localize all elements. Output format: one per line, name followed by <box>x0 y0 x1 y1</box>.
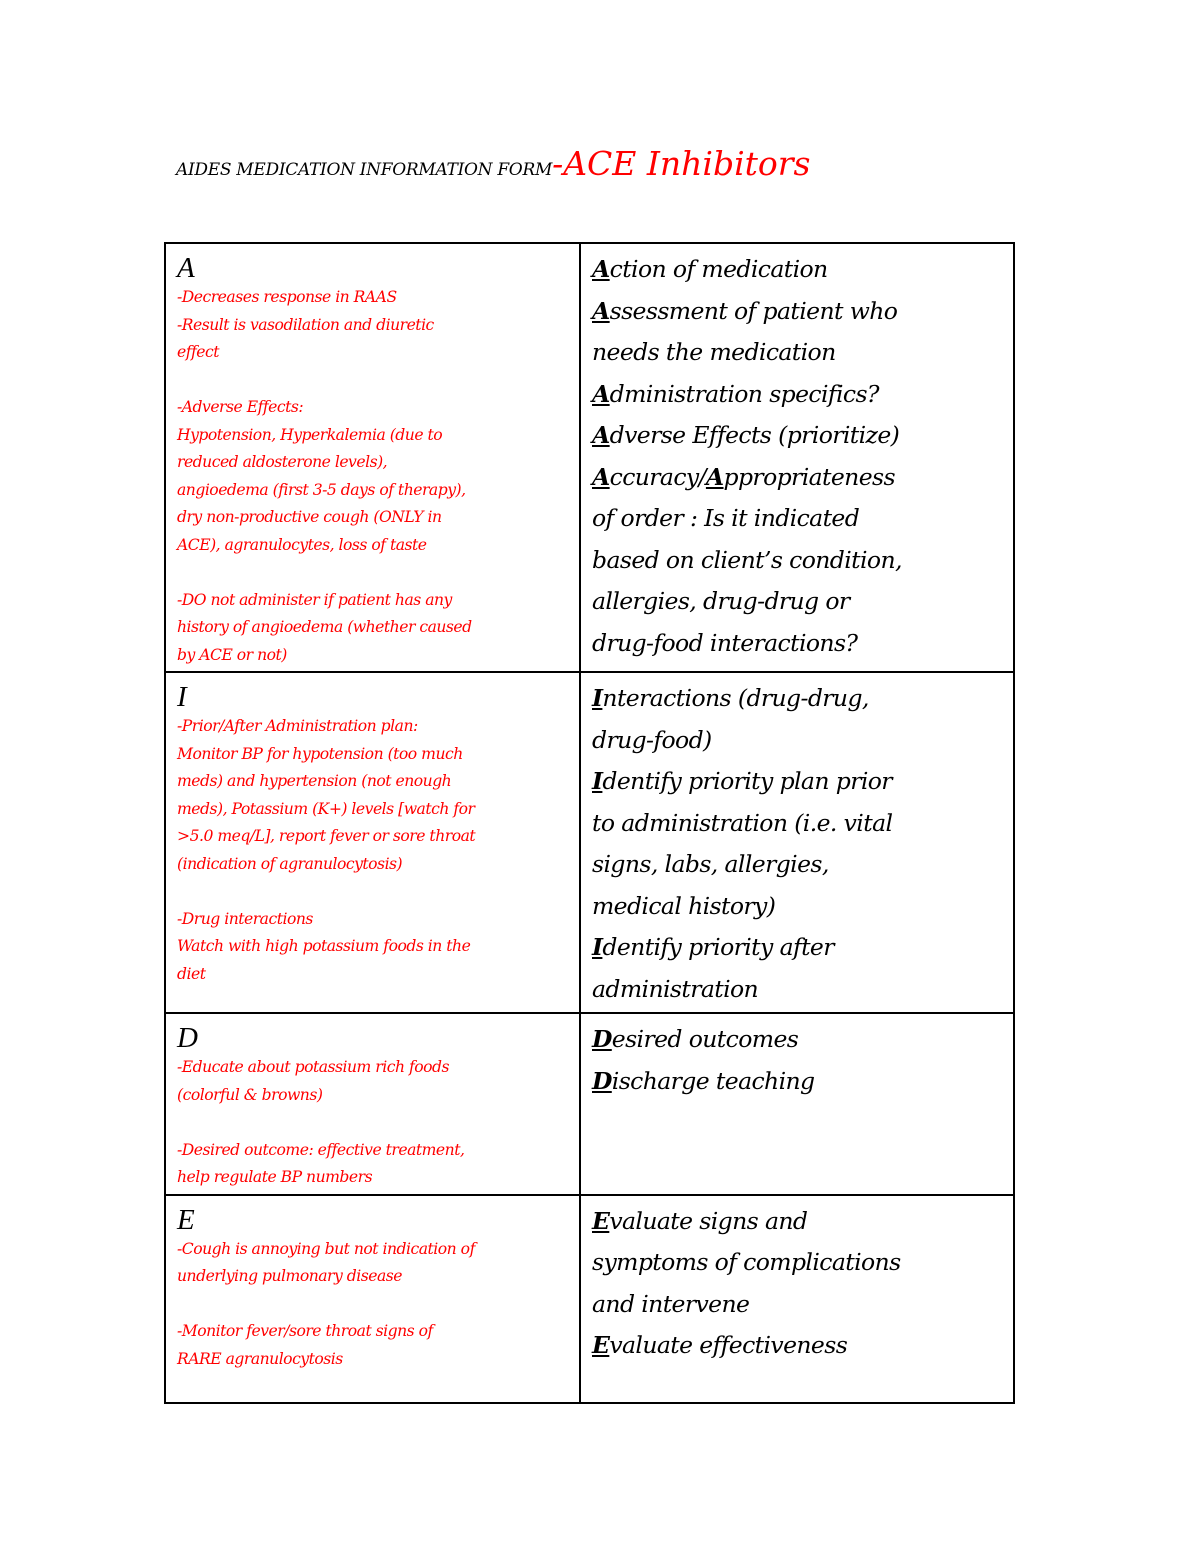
guide-line <box>592 1284 1005 1326</box>
table-row-a <box>165 243 1014 672</box>
note-spacer <box>177 559 571 587</box>
guide-initial: A <box>705 462 724 491</box>
note-line: -Prior/After Administration plan: <box>177 717 418 735</box>
guide-line <box>592 374 1005 416</box>
guide-line <box>592 844 1005 886</box>
guide-initial: A <box>592 421 610 449</box>
note-line: -DO not administer if patient has any <box>177 590 452 609</box>
guide-line <box>592 457 1005 499</box>
guide-text: drug-food) <box>592 725 712 754</box>
guide-initial: I <box>592 767 603 795</box>
note-line: -Decreases response in RAAS <box>177 288 397 306</box>
guide-text: signs, labs, allergies, <box>592 850 829 878</box>
guide-initial: D <box>592 1025 612 1053</box>
guide-text: of order : Is it indicated <box>592 504 860 532</box>
guide-cell-d <box>580 1013 1014 1195</box>
note-line: diet <box>177 964 206 983</box>
guide-text: ccuracy/ <box>609 462 706 491</box>
notes-cell-d <box>165 1013 580 1195</box>
guide-text: valuate signs and <box>609 1206 808 1235</box>
form-title-drug-class: -ACE Inhibitors <box>552 144 811 183</box>
note-spacer <box>177 1291 571 1319</box>
guide-text: ssessment of patient who <box>609 296 898 325</box>
guide-initial: E <box>592 1331 610 1359</box>
guide-text: drug-food interactions? <box>592 628 858 657</box>
guide-text: medical history) <box>592 891 776 920</box>
guide-text: to administration (i.e. vital <box>592 808 893 837</box>
guide-initial: I <box>592 933 603 961</box>
guide-line <box>592 886 1005 928</box>
guide-text: administration <box>592 974 759 1003</box>
note-line: -Drug interactions <box>177 909 313 928</box>
guide-text: dentify priority after <box>602 933 834 961</box>
form-title <box>176 144 811 183</box>
note-spacer <box>177 1109 571 1137</box>
guide-initial: A <box>592 296 610 325</box>
table-row-i <box>165 672 1014 1013</box>
note-line: history of angioedema (whether caused <box>177 618 472 636</box>
guide-line <box>592 1019 1005 1061</box>
guide-text: symptoms of complications <box>592 1248 901 1276</box>
note-line: meds) and hypertension (not enough <box>177 772 452 790</box>
note-line: help regulate BP numbers <box>177 1168 373 1186</box>
note-line: ACE), agranulocytes, loss of taste <box>177 535 427 554</box>
note-line: angioedema (first 3-5 days of therapy), <box>177 480 466 499</box>
guide-line <box>592 540 1005 582</box>
notes-cell-e <box>165 1195 580 1403</box>
guide-text: and intervene <box>592 1289 750 1318</box>
notes-list-d <box>177 1054 571 1192</box>
guide-line <box>592 1201 1005 1243</box>
guide-line <box>592 761 1005 803</box>
guide-line <box>592 803 1005 845</box>
guide-text: dministration specifics? <box>609 379 879 408</box>
note-line: -Educate about potassium rich foods <box>177 1058 450 1076</box>
note-line: RARE agranulocytosis <box>177 1349 343 1368</box>
notes-list-a <box>177 284 571 669</box>
guide-cell-a <box>580 243 1014 672</box>
notes-list-i <box>177 713 571 988</box>
aides-table <box>164 242 1015 1404</box>
guide-text: ction of medication <box>609 255 828 283</box>
guide-line <box>592 498 1005 540</box>
note-line: -Result is vasodilation and diuretic <box>177 315 434 334</box>
guide-list-e <box>592 1201 1005 1367</box>
guide-text: allergies, drug-drug or <box>592 587 850 615</box>
guide-text: ppropriateness <box>723 462 895 491</box>
guide-initial: A <box>592 462 610 491</box>
guide-text: valuate effectiveness <box>609 1331 848 1359</box>
note-line: Hypotension, Hyperkalemia (due to <box>177 425 443 444</box>
row-letter-d: D <box>177 1022 198 1054</box>
guide-line <box>592 332 1005 374</box>
guide-list-d <box>592 1019 1005 1102</box>
guide-text: esired outcomes <box>611 1025 799 1053</box>
form-title-prefix: AIDES MEDICATION INFORMATION FORM <box>176 160 553 180</box>
guide-text: dverse Effects (prioritize) <box>609 421 900 449</box>
table-row-e <box>165 1195 1014 1403</box>
note-line: underlying pulmonary disease <box>177 1267 402 1285</box>
guide-initial: I <box>592 684 603 712</box>
guide-text: nteractions (drug-drug, <box>602 684 869 712</box>
guide-text: ischarge teaching <box>611 1066 815 1095</box>
note-line: Watch with high potassium foods in the <box>177 937 471 955</box>
notes-cell-i <box>165 672 580 1013</box>
note-line: -Cough is annoying but not indication of <box>177 1239 475 1258</box>
guide-line <box>592 678 1005 720</box>
guide-line <box>592 1061 1005 1103</box>
guide-list-i <box>592 678 1005 1010</box>
guide-line <box>592 1325 1005 1367</box>
note-line: dry non-productive cough (ONLY in <box>177 508 442 526</box>
note-line: -Desired outcome: effective treatment, <box>177 1140 465 1159</box>
guide-initial: A <box>592 379 610 408</box>
note-line: by ACE or not) <box>177 645 287 664</box>
guide-line <box>592 581 1005 623</box>
guide-line <box>592 927 1005 969</box>
guide-line <box>592 1242 1005 1284</box>
guide-text: needs the medication <box>592 338 836 366</box>
guide-text: dentify priority plan prior <box>602 767 892 795</box>
guide-initial: D <box>592 1066 612 1095</box>
guide-line <box>592 249 1005 291</box>
row-letter-e: E <box>177 1203 195 1236</box>
note-line: meds), Potassium (K+) levels [watch for <box>177 799 475 818</box>
note-line: -Adverse Effects: <box>177 398 304 416</box>
guide-initial: E <box>592 1206 610 1235</box>
guide-line <box>592 623 1005 665</box>
guide-list-a <box>592 249 1005 664</box>
guide-line <box>592 415 1005 457</box>
guide-cell-e <box>580 1195 1014 1403</box>
guide-text: based on client’s condition, <box>592 545 902 574</box>
note-line: reduced aldosterone levels), <box>177 453 388 471</box>
note-spacer <box>177 367 571 395</box>
note-line: (indication of agranulocytosis) <box>177 854 403 873</box>
guide-initial: A <box>592 255 610 283</box>
note-spacer <box>177 878 571 906</box>
guide-line <box>592 969 1005 1011</box>
guide-line <box>592 720 1005 762</box>
note-line: (colorful & browns) <box>177 1085 323 1104</box>
table-row-d <box>165 1013 1014 1195</box>
guide-cell-i <box>580 672 1014 1013</box>
note-line: effect <box>177 343 219 361</box>
row-letter-i: I <box>177 681 187 713</box>
note-line: -Monitor fever/sore throat signs of <box>177 1322 433 1340</box>
notes-list-e <box>177 1236 571 1374</box>
note-line: >5.0 meq/L], report fever or sore throat <box>177 827 476 845</box>
notes-cell-a <box>165 243 580 672</box>
guide-line <box>592 291 1005 333</box>
note-line: Monitor BP for hypotension (too much <box>177 744 463 763</box>
row-letter-a: A <box>177 252 195 284</box>
